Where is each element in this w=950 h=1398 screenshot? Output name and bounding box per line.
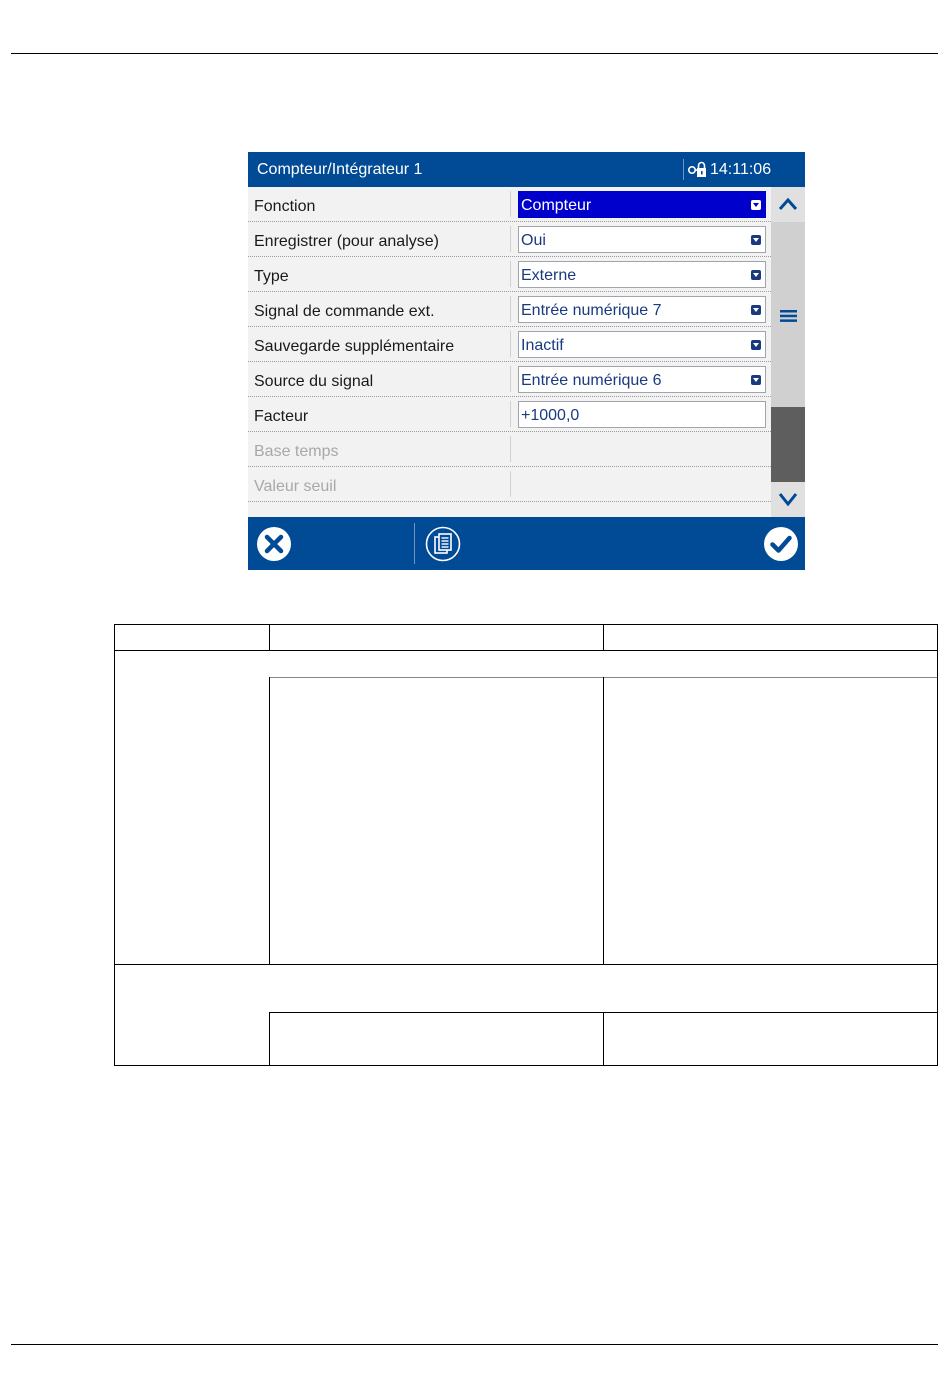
parameter-label: Sauvegarde supplémentaire [254, 338, 455, 355]
parameter-select[interactable] [518, 296, 766, 323]
parameter-select[interactable] [518, 331, 766, 358]
parameter-select[interactable] [518, 366, 766, 393]
parameter-label: Facteur [254, 408, 309, 425]
column-separator [510, 366, 511, 392]
table-vline [269, 677, 270, 964]
parameter-value: Inactif [521, 337, 564, 354]
scrollbar[interactable] [771, 187, 805, 517]
parameter-select[interactable] [518, 191, 766, 218]
device-screen [248, 152, 805, 570]
footer-bar [248, 517, 805, 570]
parameter-value: Compteur [521, 197, 592, 214]
check-icon[interactable] [763, 526, 799, 562]
dropdown-arrow-icon[interactable] [751, 200, 761, 210]
dropdown-arrow-icon[interactable] [751, 340, 761, 350]
parameter-row[interactable] [248, 292, 771, 327]
clock: 14:11:06 [710, 161, 772, 178]
column-separator [510, 296, 511, 322]
parameter-row[interactable] [248, 187, 771, 222]
parameter-row[interactable] [248, 222, 771, 257]
parameter-label: Fonction [254, 198, 316, 215]
column-separator [510, 261, 511, 287]
dropdown-arrow-icon[interactable] [751, 375, 761, 385]
parameter-value: Oui [521, 232, 546, 249]
parameter-label: Type [254, 268, 289, 285]
lock-icon[interactable] [687, 161, 707, 179]
table-vline [603, 1012, 604, 1065]
parameter-label: Valeur seuil [254, 478, 337, 495]
parameter-value: Entrée numérique 7 [521, 302, 662, 319]
column-separator [510, 436, 511, 462]
column-separator [510, 331, 511, 357]
title-bar [248, 152, 805, 187]
parameter-label: Source du signal [254, 373, 374, 390]
parameter-input[interactable] [518, 401, 766, 428]
chevron-down-icon [771, 482, 805, 517]
window-title: Compteur/Intégrateur 1 [257, 161, 423, 178]
parameter-row [248, 432, 771, 467]
parameter-label: Signal de commande ext. [254, 303, 435, 320]
close-icon[interactable] [256, 526, 292, 562]
table-vline [269, 625, 270, 650]
title-separator [683, 159, 684, 180]
chevron-up-icon [771, 187, 805, 222]
column-separator [510, 191, 511, 217]
table-hline [115, 650, 937, 651]
scroll-down-button[interactable] [771, 482, 805, 517]
parameter-label: Enregistrer (pour analyse) [254, 233, 439, 250]
page-header-rule [11, 53, 938, 54]
footer-separator [414, 523, 415, 564]
dropdown-arrow-icon[interactable] [751, 270, 761, 280]
parameter-row[interactable] [248, 397, 771, 432]
parameter-list [248, 187, 771, 517]
scroll-thumb[interactable] [771, 407, 805, 482]
parameter-value: Entrée numérique 6 [521, 372, 662, 389]
column-separator [510, 401, 511, 427]
dropdown-arrow-icon[interactable] [751, 305, 761, 315]
parameter-row[interactable] [248, 257, 771, 292]
menu-icon[interactable] [780, 310, 797, 322]
column-separator [510, 226, 511, 252]
parameter-value: +1000,0 [521, 407, 580, 424]
parameter-row [248, 467, 771, 502]
table-vline [603, 625, 604, 650]
parameter-row[interactable] [248, 327, 771, 362]
documents-icon[interactable] [425, 526, 461, 562]
table-vline [269, 1012, 270, 1065]
column-separator [510, 471, 511, 497]
page-footer-rule [11, 1344, 938, 1345]
table-vline [603, 677, 604, 964]
dropdown-arrow-icon[interactable] [751, 235, 761, 245]
scroll-up-button[interactable] [771, 187, 805, 222]
empty-table [114, 624, 938, 1066]
parameter-select[interactable] [518, 261, 766, 288]
table-hline [115, 964, 937, 965]
parameter-select[interactable] [518, 226, 766, 253]
parameter-value: Externe [521, 267, 577, 284]
parameter-row[interactable] [248, 362, 771, 397]
parameter-label: Base temps [254, 443, 339, 460]
